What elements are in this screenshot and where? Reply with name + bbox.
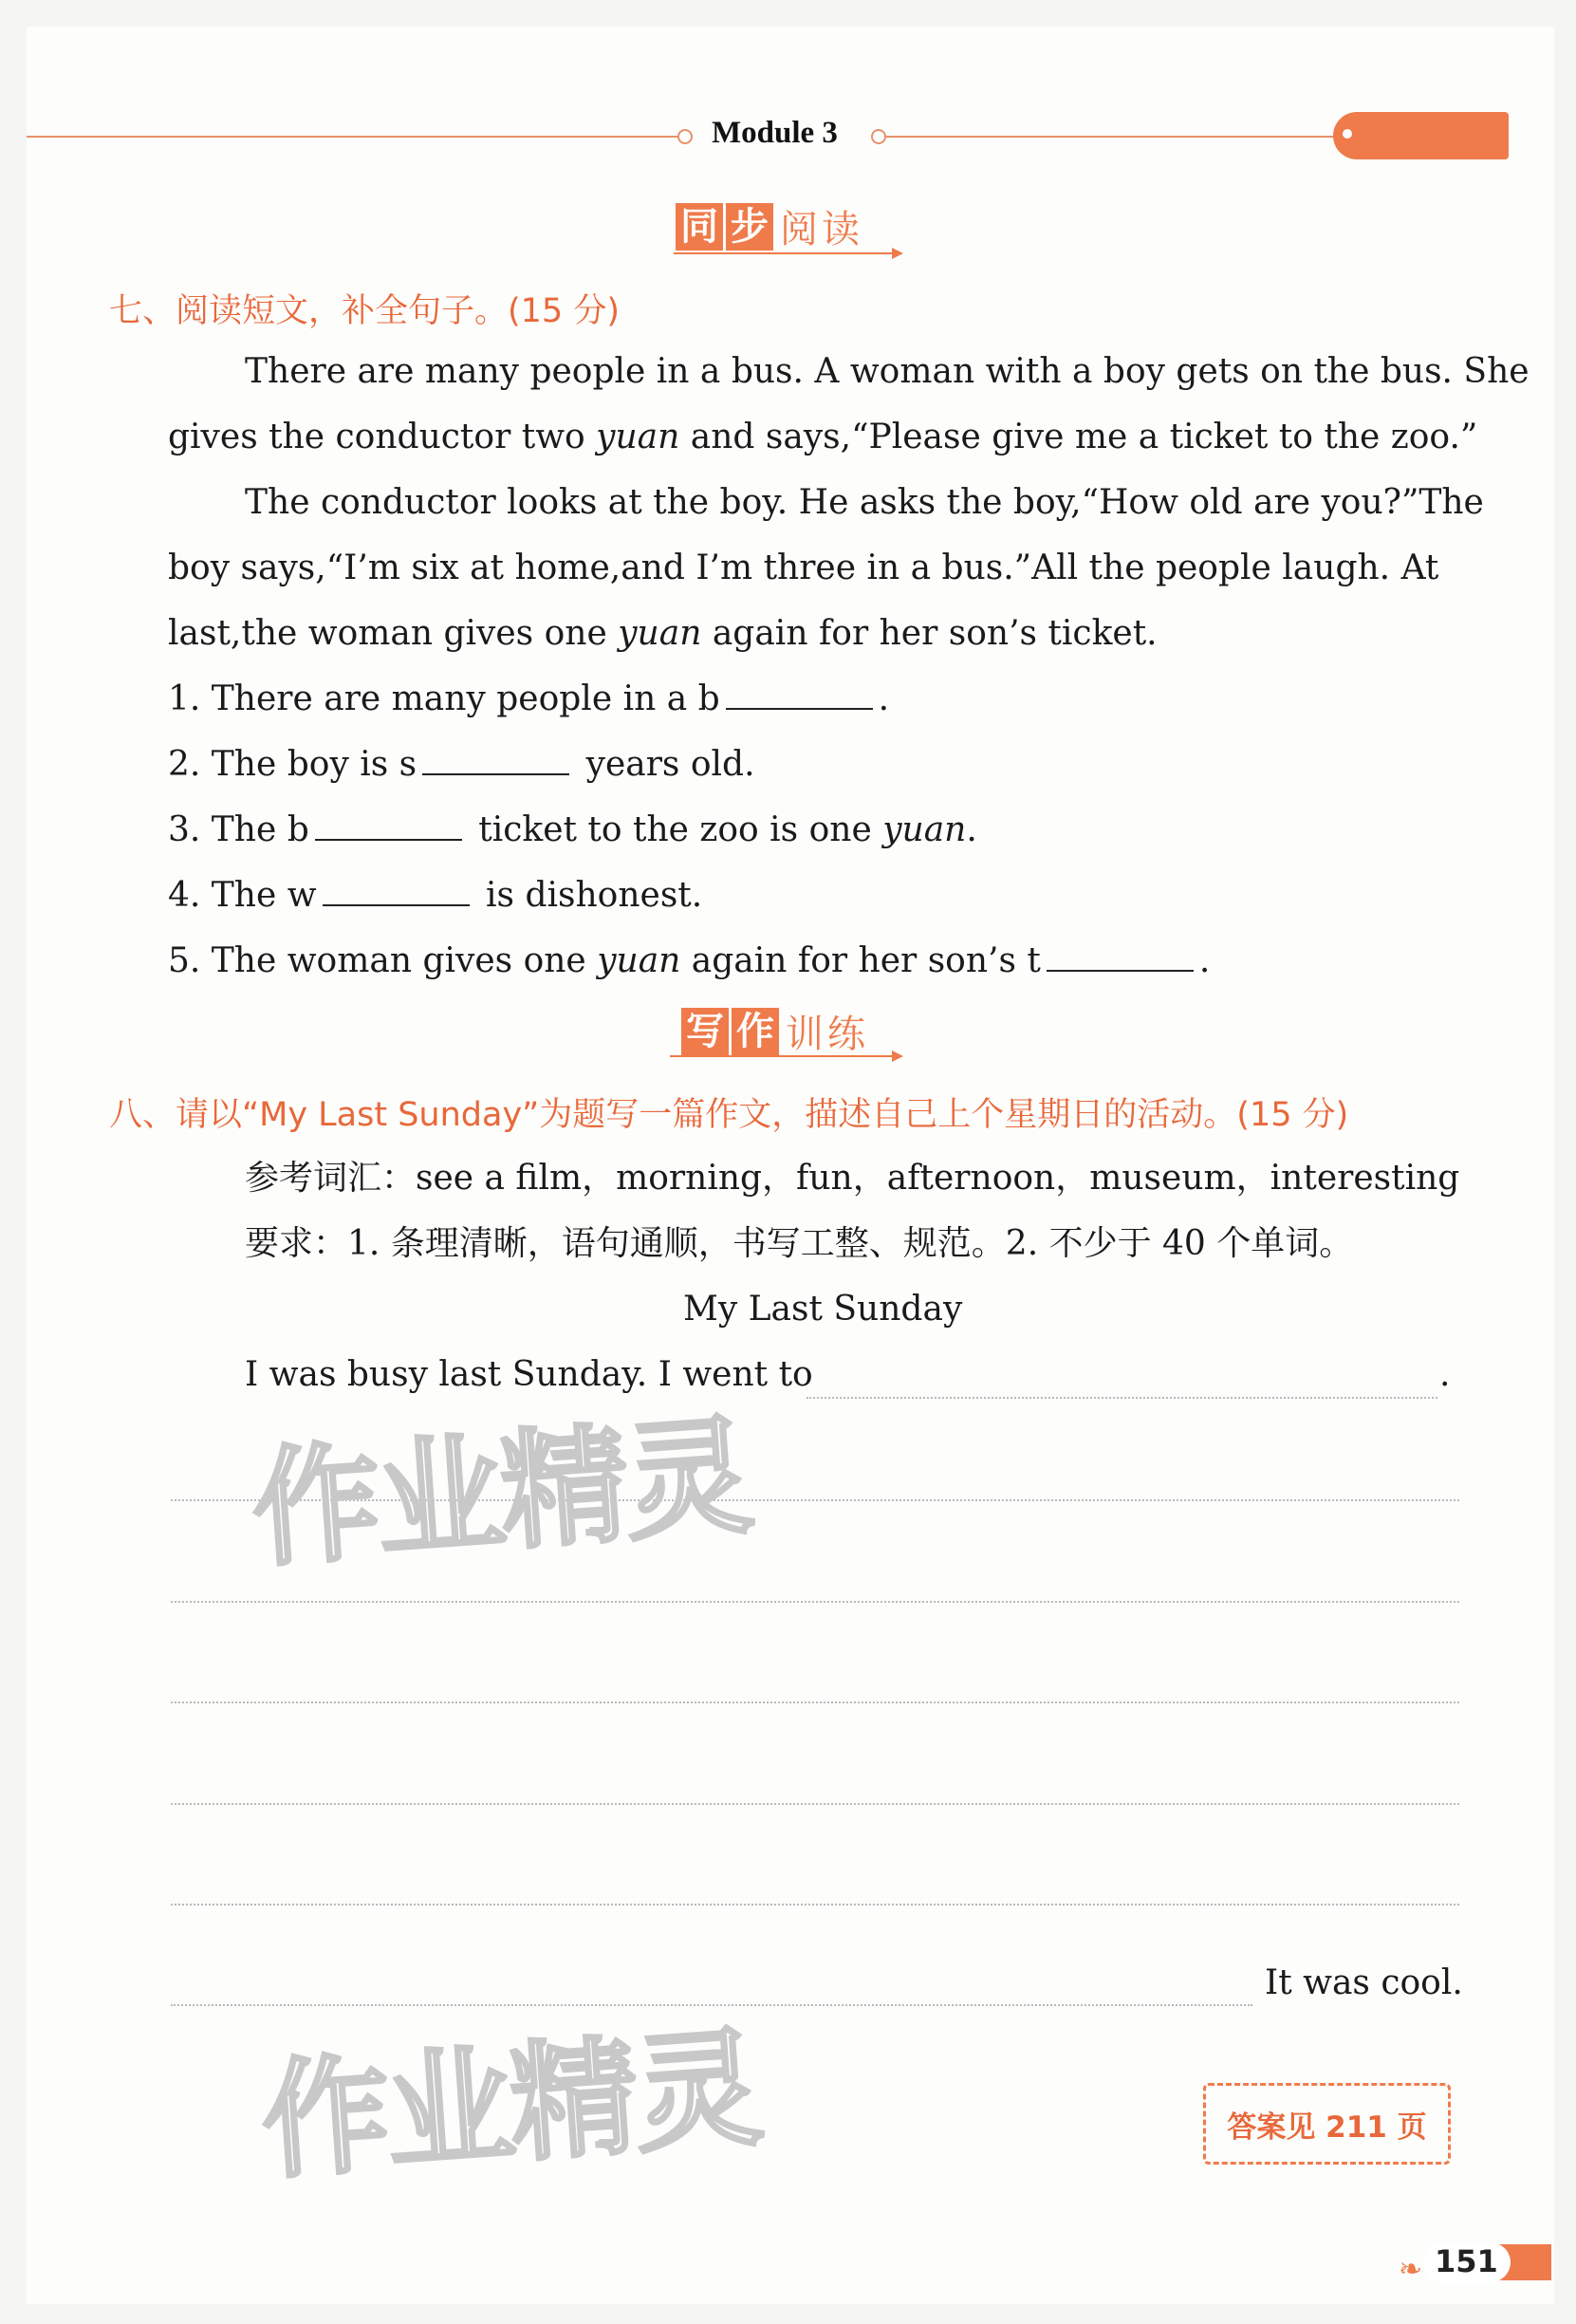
- question-5: 5. The woman gives one yuan again for her son’s t .: [168, 941, 1211, 980]
- question-1: 1. There are many people in a b .: [168, 679, 890, 718]
- watermark: 作业精灵: [256, 2013, 764, 2198]
- writing-line[interactable]: [171, 1601, 1459, 1603]
- passage-line: The conductor looks at the boy. He asks the boy,“How old are you?”The: [245, 483, 1484, 522]
- module-title: Module 3: [712, 116, 838, 150]
- writing-line[interactable]: [171, 1701, 1459, 1703]
- writing-banner-arrow: [670, 1055, 901, 1057]
- header-rule-left: [27, 136, 681, 138]
- page-number: 151: [1435, 2243, 1498, 2279]
- leaf-icon: ❧: [1399, 2253, 1423, 2286]
- header-tab: [1333, 112, 1509, 159]
- question-3: 3. The b ticket to the zoo is one yuan.: [168, 810, 977, 849]
- answer-blank[interactable]: [1047, 969, 1194, 972]
- banner-char: 同: [676, 203, 723, 251]
- question-4: 4. The w is dishonest.: [168, 876, 703, 915]
- banner-char: 写: [681, 1008, 729, 1055]
- header-dot-left: [677, 129, 693, 144]
- passage-line: last,the woman gives one yuan again for her son’s ticket.: [168, 614, 1158, 653]
- writing-line[interactable]: [171, 1904, 1459, 1906]
- requirements-line: 要求：1. 条理清晰，语句通顺，书写工整、规范。2. 不少于 40 个单词。: [245, 1224, 1354, 1263]
- essay-starter: I was busy last Sunday. I went to: [245, 1355, 813, 1394]
- section8-title: 八、请以“My Last Sunday”为题写一篇作文，描述自己上个星期日的活动。(15 分): [109, 1096, 1349, 1134]
- reading-banner-arrow: [674, 252, 901, 254]
- header-dot-right: [871, 129, 886, 144]
- answer-page-stamp: 答案见 211 页: [1203, 2083, 1451, 2165]
- passage-line: gives the conductor two yuan and says,“Please give me a ticket to the zoo.”: [168, 418, 1478, 456]
- reading-banner: [676, 199, 863, 253]
- essay-ending: It was cool.: [1265, 1963, 1463, 2002]
- answer-blank[interactable]: [422, 772, 569, 775]
- banner-char: 作: [732, 1008, 779, 1055]
- essay-starter-period: .: [1439, 1355, 1451, 1394]
- question-2: 2. The boy is s years old.: [168, 745, 755, 784]
- vocab-line: 参考词汇：see a film，morning，fun，afternoon，museum，interesting: [245, 1159, 1460, 1198]
- answer-blank[interactable]: [323, 903, 470, 906]
- passage-line: boy says,“I’m six at home,and I’m three in a bus.”All the people laugh. At: [168, 548, 1439, 587]
- header-tab-dot: [1343, 129, 1352, 139]
- answer-blank[interactable]: [315, 838, 462, 841]
- writing-line[interactable]: [171, 1803, 1459, 1805]
- answer-blank[interactable]: [726, 707, 873, 710]
- passage-line: There are many people in a bus. A woman with a boy gets on the bus. She: [245, 352, 1530, 391]
- banner-char: 步: [726, 203, 773, 251]
- banner-label: 训练: [786, 1013, 869, 1056]
- watermark: 作业精灵: [247, 1401, 754, 1586]
- writing-line[interactable]: [807, 1397, 1437, 1399]
- header-rule-right: [886, 136, 1342, 138]
- writing-banner: [681, 1004, 869, 1058]
- section7-title: 七、阅读短文，补全句子。(15 分): [109, 292, 620, 330]
- essay-title: My Last Sunday: [683, 1290, 963, 1329]
- banner-label: 阅读: [780, 208, 863, 251]
